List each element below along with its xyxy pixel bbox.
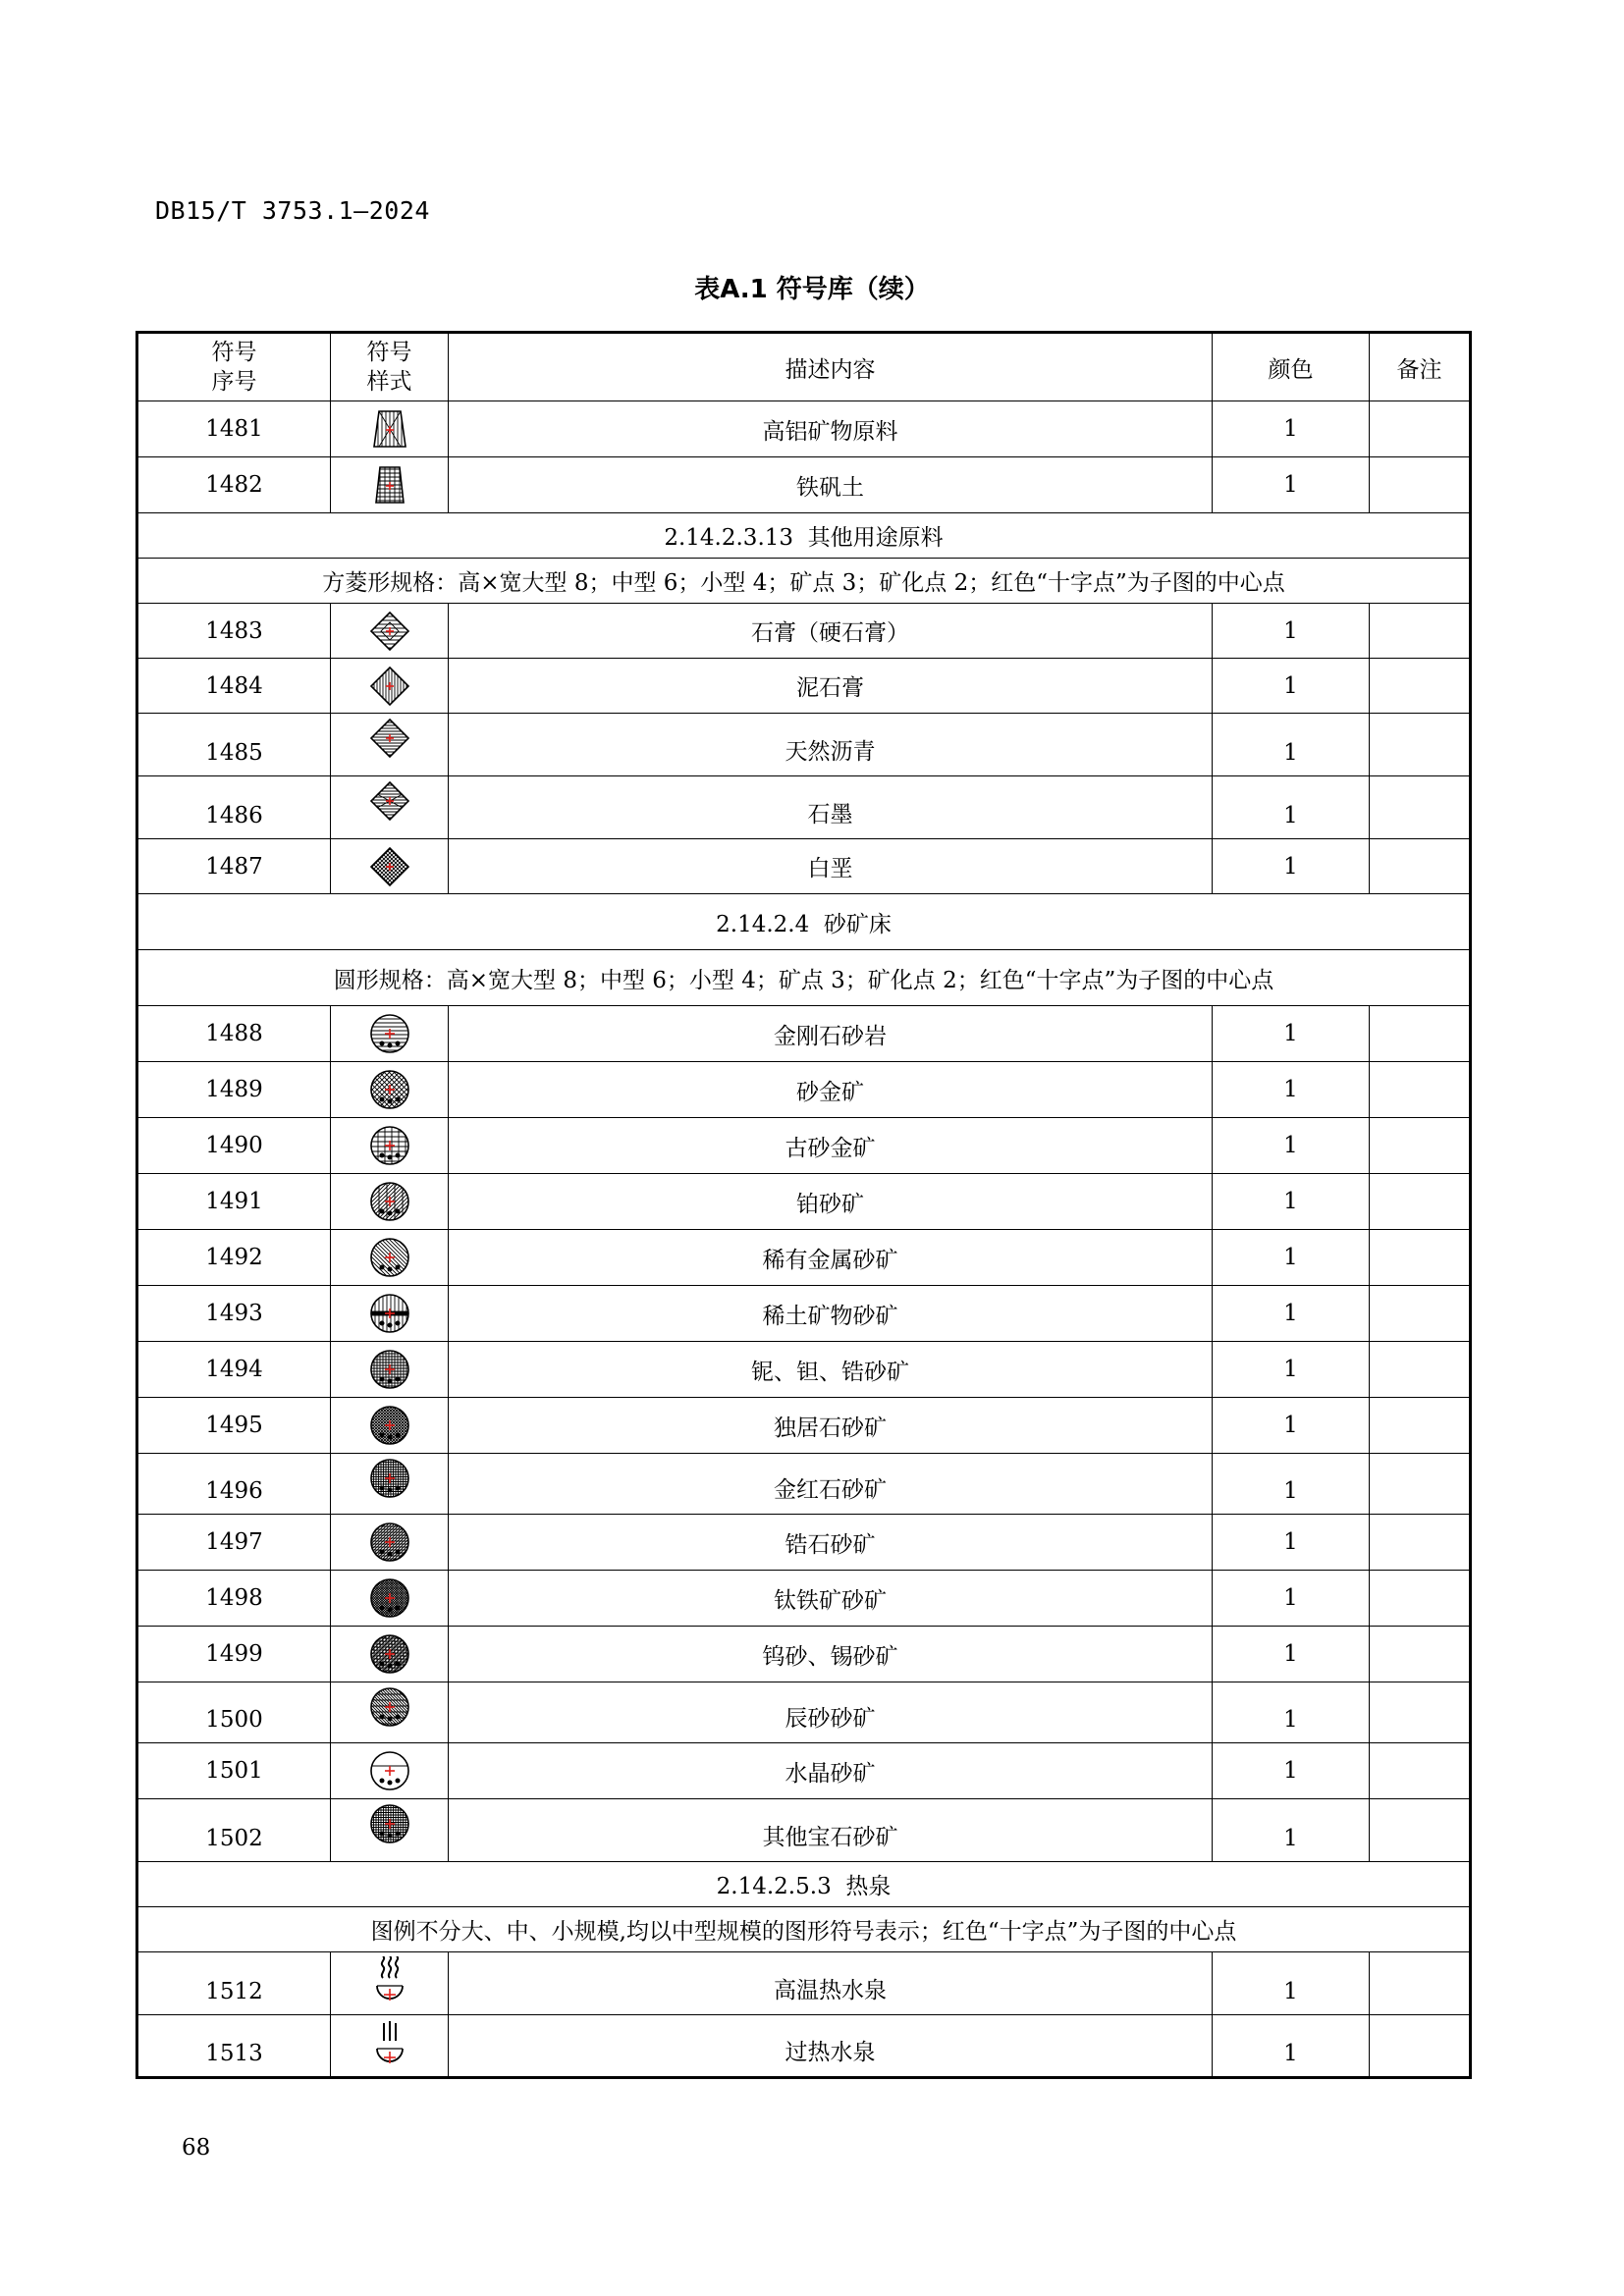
table-row bbox=[137, 457, 1471, 513]
table-row bbox=[137, 1515, 1471, 1571]
symbol-number: 1484 bbox=[137, 659, 331, 714]
symbol-color: 1 bbox=[1213, 1286, 1370, 1342]
symbol-note bbox=[1370, 1342, 1471, 1398]
col-header-color: 颜色 bbox=[1213, 333, 1370, 401]
section-heading-row bbox=[137, 894, 1471, 950]
symbol-note bbox=[1370, 1454, 1471, 1515]
symbol-description: 独居石砂矿 bbox=[449, 1398, 1213, 1454]
table-row bbox=[137, 401, 1471, 457]
section-heading-row bbox=[137, 1862, 1471, 1907]
symbol-number: 1487 bbox=[137, 839, 331, 894]
white-earth-diamond-icon bbox=[331, 839, 449, 894]
symbol-description: 辰砂砂矿 bbox=[449, 1682, 1213, 1743]
symbol-description: 稀有金属砂矿 bbox=[449, 1230, 1213, 1286]
symbol-color: 1 bbox=[1213, 1398, 1370, 1454]
ilmenite-placer-circle-icon bbox=[331, 1571, 449, 1627]
symbol-description: 石墨 bbox=[449, 776, 1213, 839]
table-row bbox=[137, 1682, 1471, 1743]
symbol-number: 1486 bbox=[137, 776, 331, 839]
symbol-number: 1488 bbox=[137, 1006, 331, 1062]
symbol-table bbox=[135, 331, 1472, 2079]
bauxite-raw-material-icon bbox=[331, 401, 449, 457]
symbol-color: 1 bbox=[1213, 2015, 1370, 2078]
symbol-number: 1482 bbox=[137, 457, 331, 513]
spec-note: 圆形规格：高×宽大型 8；中型 6；小型 4；矿点 3；矿化点 2；红色“十字点”为子图的中心点 bbox=[137, 950, 1471, 1006]
symbol-color: 1 bbox=[1213, 714, 1370, 776]
cinnabar-placer-circle-icon bbox=[331, 1682, 449, 1743]
symbol-color: 1 bbox=[1213, 457, 1370, 513]
symbol-number: 1485 bbox=[137, 714, 331, 776]
table-row bbox=[137, 839, 1471, 894]
symbol-color: 1 bbox=[1213, 1799, 1370, 1862]
symbol-number: 1498 bbox=[137, 1571, 331, 1627]
table-row bbox=[137, 1342, 1471, 1398]
placer-gold-circle-icon bbox=[331, 1062, 449, 1118]
symbol-note bbox=[1370, 1627, 1471, 1682]
symbol-description: 石膏（硬石膏） bbox=[449, 604, 1213, 659]
symbol-note bbox=[1370, 401, 1471, 457]
alunite-icon bbox=[331, 457, 449, 513]
symbol-color: 1 bbox=[1213, 1952, 1370, 2015]
section-heading: 2.14.2.3.13 其他用途原料 bbox=[137, 513, 1471, 559]
symbol-color: 1 bbox=[1213, 1006, 1370, 1062]
symbol-number: 1500 bbox=[137, 1682, 331, 1743]
table-row bbox=[137, 776, 1471, 839]
symbol-description: 稀土矿物砂矿 bbox=[449, 1286, 1213, 1342]
symbol-note bbox=[1370, 1515, 1471, 1571]
symbol-description: 锆石砂矿 bbox=[449, 1515, 1213, 1571]
symbol-color: 1 bbox=[1213, 1118, 1370, 1174]
symbol-description: 高铝矿物原料 bbox=[449, 401, 1213, 457]
spec-note-row bbox=[137, 559, 1471, 604]
other-gem-placer-circle-icon bbox=[331, 1799, 449, 1862]
symbol-note bbox=[1370, 1174, 1471, 1230]
symbol-note bbox=[1370, 457, 1471, 513]
table-row bbox=[137, 1398, 1471, 1454]
symbol-number: 1489 bbox=[137, 1062, 331, 1118]
symbol-color: 1 bbox=[1213, 1174, 1370, 1230]
symbol-note bbox=[1370, 714, 1471, 776]
table-row bbox=[137, 1062, 1471, 1118]
table-row bbox=[137, 1230, 1471, 1286]
table-row bbox=[137, 1799, 1471, 1862]
symbol-number: 1483 bbox=[137, 604, 331, 659]
symbol-color: 1 bbox=[1213, 1062, 1370, 1118]
table-title: 表A.1 符号库（续） bbox=[694, 275, 930, 304]
section-heading-row bbox=[137, 513, 1471, 559]
symbol-color: 1 bbox=[1213, 1682, 1370, 1743]
symbol-description: 金红石砂矿 bbox=[449, 1454, 1213, 1515]
crystal-placer-circle-icon bbox=[331, 1743, 449, 1799]
rare-earth-placer-circle-icon bbox=[331, 1286, 449, 1342]
symbol-number: 1502 bbox=[137, 1799, 331, 1862]
symbol-number: 1513 bbox=[137, 2015, 331, 2078]
symbol-note bbox=[1370, 1062, 1471, 1118]
symbol-color: 1 bbox=[1213, 1571, 1370, 1627]
symbol-description: 高温热水泉 bbox=[449, 1952, 1213, 2015]
symbol-note bbox=[1370, 839, 1471, 894]
symbol-description: 其他宝石砂矿 bbox=[449, 1799, 1213, 1862]
symbol-number: 1501 bbox=[137, 1743, 331, 1799]
table-row bbox=[137, 1286, 1471, 1342]
table-row bbox=[137, 659, 1471, 714]
table-row bbox=[137, 1571, 1471, 1627]
symbol-color: 1 bbox=[1213, 1627, 1370, 1682]
table-row bbox=[137, 1627, 1471, 1682]
rare-metal-placer-circle-icon bbox=[331, 1230, 449, 1286]
table-row bbox=[137, 604, 1471, 659]
symbol-note bbox=[1370, 1118, 1471, 1174]
col-header-note: 备注 bbox=[1370, 333, 1471, 401]
spec-note: 方菱形规格：高×宽大型 8；中型 6；小型 4；矿点 3；矿化点 2；红色“十字点”为子图的中心点 bbox=[137, 559, 1471, 604]
symbol-note bbox=[1370, 604, 1471, 659]
symbol-number: 1494 bbox=[137, 1342, 331, 1398]
symbol-note bbox=[1370, 1743, 1471, 1799]
symbol-color: 1 bbox=[1213, 1515, 1370, 1571]
symbol-note bbox=[1370, 1398, 1471, 1454]
table-row bbox=[137, 1174, 1471, 1230]
spec-note: 图例不分大、中、小规模,均以中型规模的图形符号表示；红色“十字点”为子图的中心点 bbox=[137, 1907, 1471, 1952]
symbol-description: 铌、钽、锆砂矿 bbox=[449, 1342, 1213, 1398]
table-row bbox=[137, 2015, 1471, 2078]
section-heading: 2.14.2.4 砂矿床 bbox=[137, 894, 1471, 950]
symbol-color: 1 bbox=[1213, 1454, 1370, 1515]
section-heading: 2.14.2.5.3 热泉 bbox=[137, 1862, 1471, 1907]
table-row bbox=[137, 1454, 1471, 1515]
page-number: 68 bbox=[182, 2135, 211, 2161]
col-header-symbol-no: 符号 序号 bbox=[137, 333, 331, 401]
monazite-placer-circle-icon bbox=[331, 1398, 449, 1454]
table-row bbox=[137, 714, 1471, 776]
symbol-note bbox=[1370, 2015, 1471, 2078]
symbol-note bbox=[1370, 1952, 1471, 2015]
symbol-note bbox=[1370, 1571, 1471, 1627]
symbol-color: 1 bbox=[1213, 604, 1370, 659]
high-temp-hot-spring-icon bbox=[331, 1952, 449, 2015]
table-row bbox=[137, 1952, 1471, 2015]
symbol-note bbox=[1370, 1286, 1471, 1342]
symbol-description: 钛铁矿砂矿 bbox=[449, 1571, 1213, 1627]
symbol-number: 1512 bbox=[137, 1952, 331, 2015]
tungsten-tin-placer-circle-icon bbox=[331, 1627, 449, 1682]
superheated-spring-icon bbox=[331, 2015, 449, 2078]
placer-platinum-circle-icon bbox=[331, 1174, 449, 1230]
symbol-color: 1 bbox=[1213, 401, 1370, 457]
symbol-description: 铁矾土 bbox=[449, 457, 1213, 513]
graphite-diamond-icon bbox=[331, 776, 449, 839]
symbol-color: 1 bbox=[1213, 1342, 1370, 1398]
symbol-description: 古砂金矿 bbox=[449, 1118, 1213, 1174]
symbol-color: 1 bbox=[1213, 1743, 1370, 1799]
symbol-description: 过热水泉 bbox=[449, 2015, 1213, 2078]
symbol-color: 1 bbox=[1213, 839, 1370, 894]
symbol-number: 1490 bbox=[137, 1118, 331, 1174]
symbol-color: 1 bbox=[1213, 659, 1370, 714]
symbol-note bbox=[1370, 1230, 1471, 1286]
symbol-color: 1 bbox=[1213, 1230, 1370, 1286]
spec-note-row bbox=[137, 950, 1471, 1006]
spec-note-row bbox=[137, 1907, 1471, 1952]
symbol-description: 天然沥青 bbox=[449, 714, 1213, 776]
gypsum-diamond-icon bbox=[331, 604, 449, 659]
table-row bbox=[137, 1118, 1471, 1174]
symbol-number: 1491 bbox=[137, 1174, 331, 1230]
symbol-number: 1481 bbox=[137, 401, 331, 457]
symbol-description: 金刚石砂岩 bbox=[449, 1006, 1213, 1062]
natural-asphalt-diamond-icon bbox=[331, 714, 449, 776]
col-header-description: 描述内容 bbox=[449, 333, 1213, 401]
symbol-number: 1499 bbox=[137, 1627, 331, 1682]
zircon-placer-circle-icon bbox=[331, 1515, 449, 1571]
nb-ta-zr-placer-circle-icon bbox=[331, 1342, 449, 1398]
table-row bbox=[137, 1743, 1471, 1799]
symbol-number: 1497 bbox=[137, 1515, 331, 1571]
symbol-description: 水晶砂矿 bbox=[449, 1743, 1213, 1799]
symbol-description: 白垩 bbox=[449, 839, 1213, 894]
mud-gypsum-diamond-icon bbox=[331, 659, 449, 714]
table-header-row bbox=[137, 333, 1471, 401]
symbol-description: 砂金矿 bbox=[449, 1062, 1213, 1118]
symbol-description: 铂砂矿 bbox=[449, 1174, 1213, 1230]
symbol-number: 1492 bbox=[137, 1230, 331, 1286]
symbol-description: 泥石膏 bbox=[449, 659, 1213, 714]
symbol-note bbox=[1370, 1006, 1471, 1062]
symbol-number: 1493 bbox=[137, 1286, 331, 1342]
symbol-number: 1496 bbox=[137, 1454, 331, 1515]
symbol-description: 钨砂、锡砂矿 bbox=[449, 1627, 1213, 1682]
symbol-note bbox=[1370, 1799, 1471, 1862]
symbol-note bbox=[1370, 1682, 1471, 1743]
symbol-color: 1 bbox=[1213, 776, 1370, 839]
rutile-placer-circle-icon bbox=[331, 1454, 449, 1515]
symbol-number: 1495 bbox=[137, 1398, 331, 1454]
table-row bbox=[137, 1006, 1471, 1062]
col-header-symbol-style: 符号 样式 bbox=[331, 333, 449, 401]
paleo-placer-gold-circle-icon bbox=[331, 1118, 449, 1174]
symbol-note bbox=[1370, 776, 1471, 839]
document-id: DB15/T 3753.1—2024 bbox=[155, 196, 430, 225]
diamond-sandstone-circle-icon bbox=[331, 1006, 449, 1062]
symbol-note bbox=[1370, 659, 1471, 714]
